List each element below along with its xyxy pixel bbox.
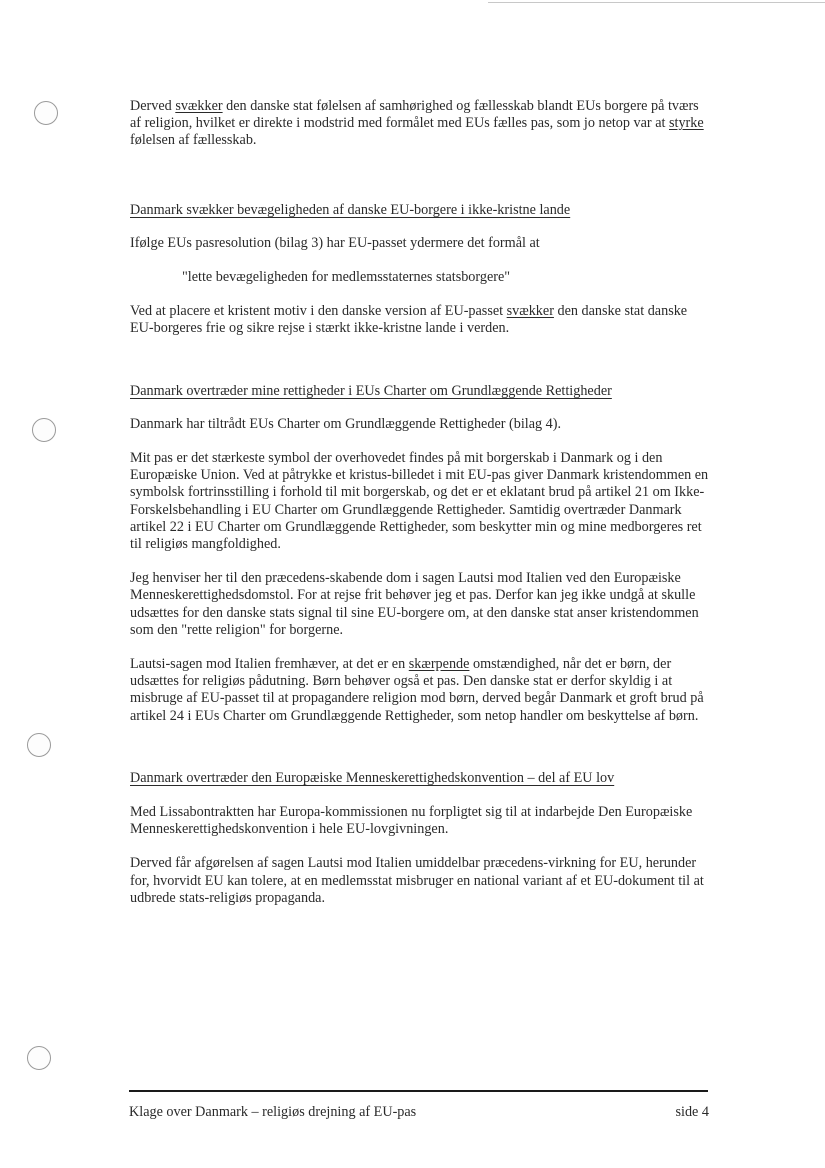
section-heading: Danmark overtræder den Europæiske Menneskerettighedskonvention – del af EU lov <box>130 769 615 786</box>
paragraph: Ved at placere et kristent motiv i den danske version af EU-passet svækker den danske stat danske EU-borgeres frie og sikre rejse i stærkt ikke-kristne lande i verden. <box>130 303 688 337</box>
punch-hole-icon <box>27 733 51 757</box>
punch-hole-icon <box>34 101 58 125</box>
paragraph: Med Lissabontraktten har Europa-kommissionen nu forpligtet sig til at indarbejde Den Europæiske Menneskerettighedskonvention i hele EU-lovgivningen. <box>130 804 693 838</box>
paragraph: Danmark har tiltrådt EUs Charter om Grundlæggende Rettigheder (bilag 4). <box>130 415 562 432</box>
section-heading: Danmark svækker bevægeligheden af danske EU-borgere i ikke-kristne lande <box>130 201 571 218</box>
page-number: side 4 <box>675 1104 709 1120</box>
paragraph: Ifølge EUs pasresolution (bilag 3) har EU-passet ydermere det formål at <box>130 234 540 251</box>
paragraph: Jeg henviser her til den præcedens-skabende dom i sagen Lautsi mod Italien ved den Europæiske Menneskerettighedsdomstol. For at rejse frit behøver jeg et pas. Derfor kan jeg ikke undgå at skulle udsættes for den danske stats signal til sine EU-borgere om, at den danske stat anser kristendommen som den "rette religion" for borgerne. <box>130 570 699 638</box>
footer-title: Klage over Danmark – religiøs drejning af EU-pas <box>129 1104 417 1120</box>
section-heading: Danmark overtræder mine rettigheder i EUs Charter om Grundlæggende Rettigheder <box>130 382 612 399</box>
page-footer <box>129 1104 709 1121</box>
paragraph: Mit pas er det stærkeste symbol der overhovedet findes på mit borgerskab i Danmark og i den Europæiske Union. Ved at påtrykke et kristus-billedet i mit EU-pas giver Danmark kristendommen en symbolsk fortrinsstilling i forhold til mit borgerskab, og det er et eklatant brud på artikel 21 om Ikke-Forskelsbehandling i EU Charter om Grundlæggende Rettigheder. Samtidig overtræder Danmark artikel 22 i EU Charter om Grundlæggende Rettigheder, som beskytter min og mine medborgeres ret til religiøs mangfoldighed. <box>130 450 709 553</box>
underlined-word: svækker <box>175 98 223 114</box>
document-body <box>130 98 710 907</box>
underlined-word: svækker <box>506 303 554 320</box>
scan-edge-line <box>488 2 825 3</box>
paragraph: Derved får afgørelsen af sagen Lautsi mod Italien umiddelbar præcedens-virkning for EU, herunder for, hvorvidt EU kan tolere, at en medlemsstat misbruger en national variant af et EU-dokument til at udbrede stats-religiøs propaganda. <box>130 855 704 906</box>
underlined-word: skærpende <box>408 656 470 673</box>
footer-divider <box>129 1090 708 1092</box>
punch-hole-icon <box>32 418 56 442</box>
paragraph: Lautsi-sagen mod Italien fremhæver, at det er en skærpende omstændighed, når det er børn, der udsættes for religiøs pådutning. Børn behøver også et pas. Den danske stat er derfor skyldig i at misbruge af EU-passet til at propagandere religion mod børn, derved begår Danmark et groft brud på artikel 24 i EUs Charter om Grundlæggende Rettigheder, som netop handler om beskyttelse af børn. <box>130 656 704 724</box>
paragraph: Derved svækker den danske stat følelsen af samhørighed og fællesskab blandt EUs borgere på tværs af religion, hvilket er direkte i modstrid med formålet med EUs fælles pas, som jo netop var at styrke følelsen af fællesskab. <box>130 98 704 149</box>
punch-hole-icon <box>27 1046 51 1070</box>
underlined-word: styrke <box>669 115 704 132</box>
quotation: "lette bevægeligheden for medlemsstaternes statsborgere" <box>182 269 511 286</box>
